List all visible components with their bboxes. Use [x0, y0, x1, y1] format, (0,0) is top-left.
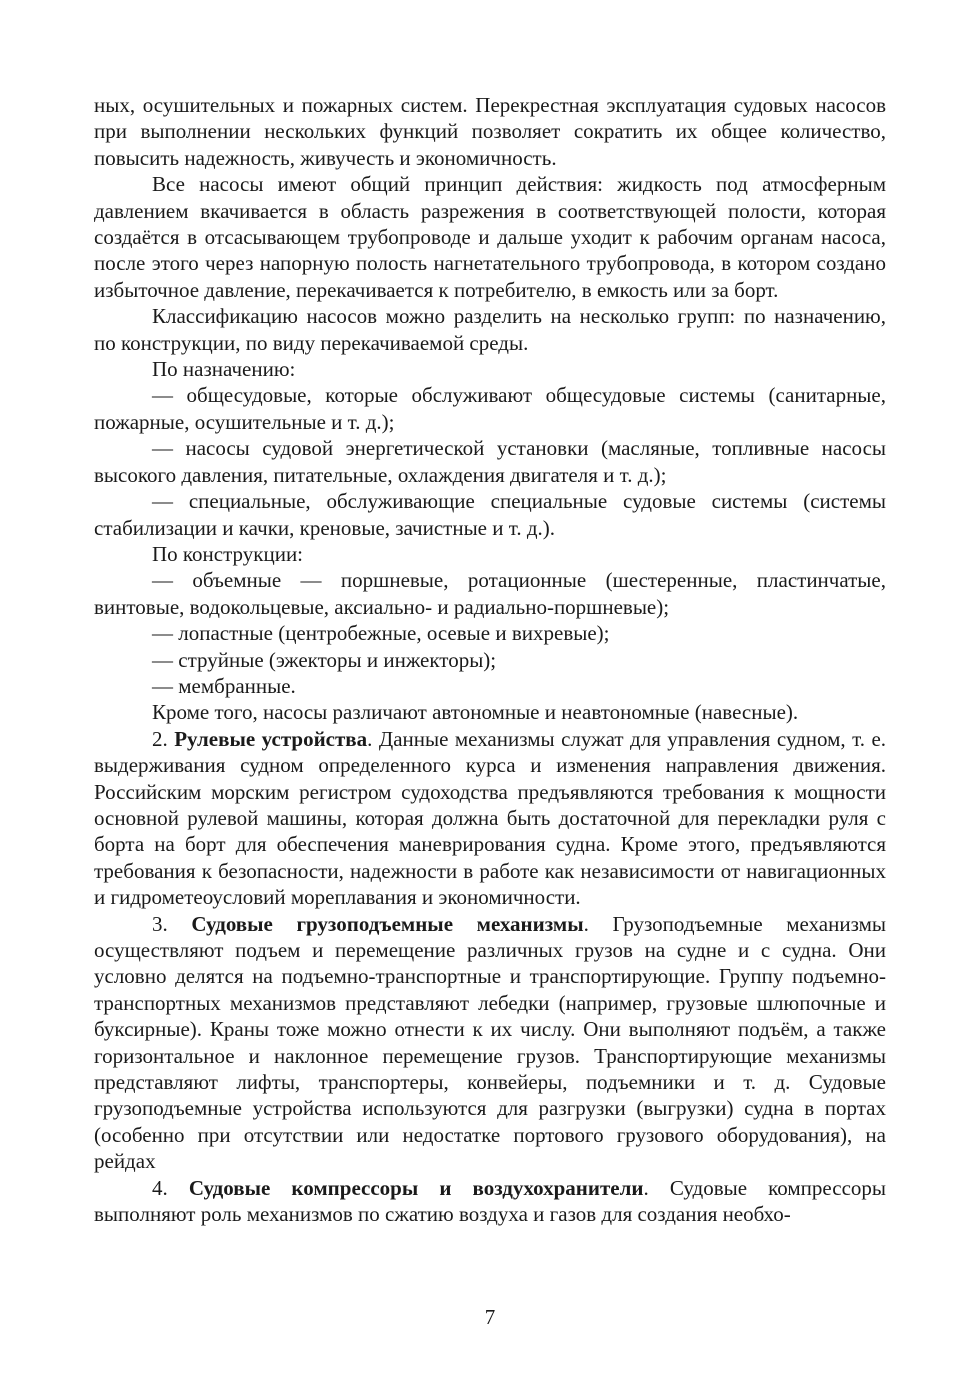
- section-number: 4.: [152, 1175, 168, 1200]
- list-item-general-ship: — общесудовые, которые обслуживают общесудовые системы (санитарные, пожарные, осушительные и т. д.);: [94, 383, 886, 434]
- section-text: . Грузоподъемные механизмы осуществляют подъем и перемещение различных грузов на судне и с судна. Они условно делятся на подъемно-транспортные и транспортирующие. Группу подъемно-транспортных механизмов представляют лебедки (например, грузовые шлюпочные и буксирные). Краны тоже можно отнести к их числу. Они выполняют подъём, а также горизонтальное и наклонное перемещение грузов. Транспортирующие механизмы представляют лифты, транспортеры, конвейеры, подъемники и т. д. Судовые грузоподъемные устройства используются для разгрузки (выгрузки) судна в портах (особенно при отсутствии или недостатке портового грузового оборудования), на рейдах: [94, 911, 887, 1174]
- section-compressors: [94, 1175, 886, 1228]
- list-item-membrane: — мембранные.: [152, 673, 296, 698]
- list-item-power-plant: — насосы судовой энергетической установки (масляные, топливные насосы высокого давления, питательные, охлаждения двигателя и т. д.);: [94, 436, 886, 487]
- section-text: . Судовые компрессоры выполняют роль механизмов по сжатию воздуха и газов для создания необхо-: [94, 1175, 886, 1227]
- section-number: 2.: [152, 726, 168, 751]
- page-number: 7: [484, 1305, 496, 1329]
- list-item-jet: — струйные (эжекторы и инжекторы);: [152, 647, 497, 672]
- section-text: . Данные механизмы служат для управления судном, т. е. выдерживания судном определенного курса и изменения направления движения. Российским морским регистром судоходства предъявляются требования к мощности основной рулевой машины, которая должна быть достаточной для перекладки руля с борта на борт для обеспечения маневрирования судна. Кроме этого, предъявляются требования к безопасности, надежности в работе как независимости от навигационных и гидрометеоусловий мореплавания и экономичности.: [94, 726, 887, 910]
- list-item-special: — специальные, обслуживающие специальные судовые системы (системы стабилизации и качки, креновые, зачистные и т. д.).: [94, 489, 886, 540]
- section-steering-gear: [94, 726, 886, 911]
- list-heading-by-design: По конструкции:: [152, 541, 304, 566]
- paragraph-pump-classification: Классификацию насосов можно разделить на несколько групп: по назначению, по конструкции, по виду перекачиваемой среды.: [94, 304, 886, 355]
- section-heading: Судовые грузоподъемные механизмы: [191, 911, 584, 936]
- section-cargo-handling: [94, 911, 886, 1175]
- paragraph-autonomous: Кроме того, насосы различают автономные и неавтономные (навесные).: [152, 700, 799, 725]
- list-item-volumetric: — объемные — поршневые, ротационные (шестеренные, пластинчатые, винтовые, водокольцевые, аксиально- и радиально-поршневые);: [94, 568, 886, 619]
- section-number: 3.: [152, 911, 168, 936]
- paragraph-continuation: ных, осушительных и пожарных систем. Перекрестная эксплуатация судовых насосов при выполнении нескольких функций позволяет сократить их общее количество, повысить надежность, живучесть и экономичность.: [94, 93, 886, 170]
- list-heading-by-purpose: По назначению:: [152, 357, 296, 382]
- section-heading: Рулевые устройства: [174, 726, 368, 751]
- section-heading: Судовые компрессоры и воздухохранители: [188, 1175, 644, 1200]
- document-body: [94, 92, 886, 1227]
- paragraph-pump-principle: Все насосы имеют общий принцип действия: жидкость под атмосферным давлением вкачивается в область разрежения в соответствующей полости, которая создаётся в отсасывающем трубопроводе и дальше уходит к рабочим органам насоса, после этого через напорную полость нагнетательного трубопровода, в котором создано избыточное давление, перекачивается к потребителю, в емкость или за борт.: [94, 172, 886, 302]
- list-item-vane: — лопастные (центробежные, осевые и вихревые);: [152, 621, 610, 646]
